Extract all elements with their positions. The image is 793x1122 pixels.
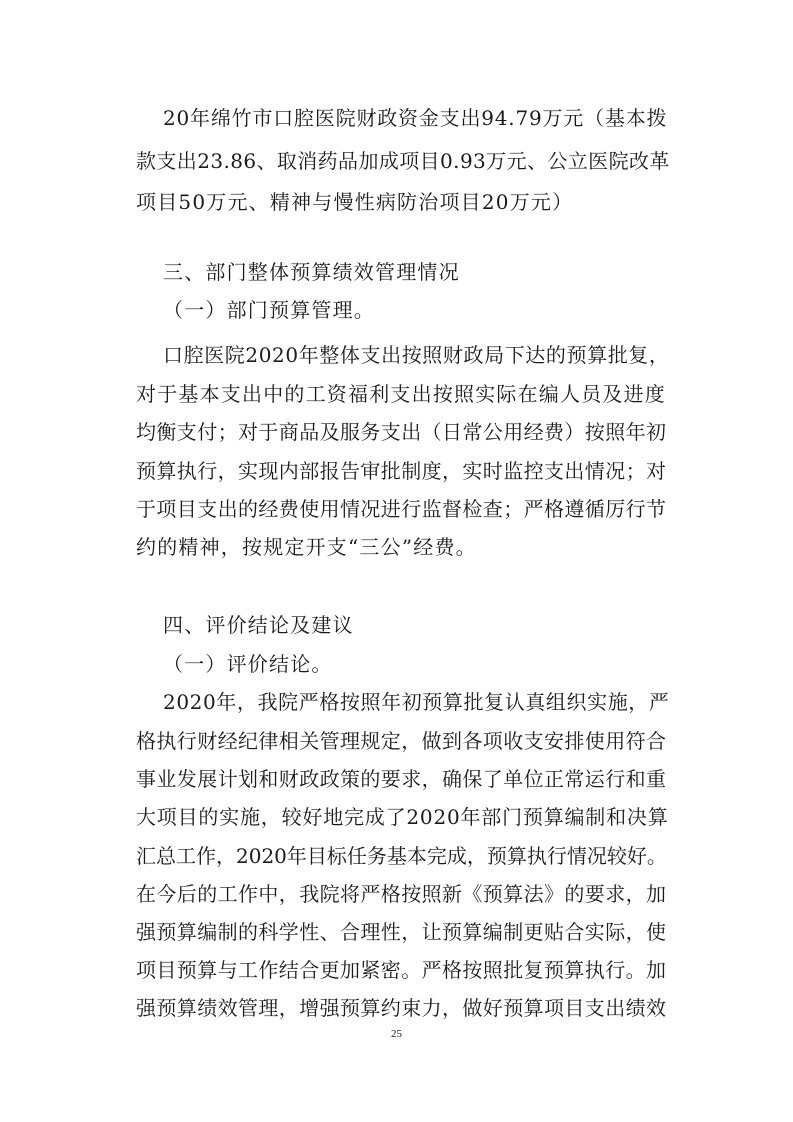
paragraph-line: 在今后的工作中，我院将严格按照新《预算法》的要求，加 — [136, 882, 667, 906]
paragraph-line: 项目50万元、精神与慢性病防治项目20万元） — [136, 190, 574, 214]
section-heading: 四、评价结论及建议 — [163, 613, 354, 637]
paragraph-line: 约的精神，按规定开支“三公”经费。 — [136, 535, 477, 559]
paragraph-line: 2020年，我院严格按照年初预算批复认真组织实施，严 — [163, 690, 670, 714]
paragraph-line: 于项目支出的经费使用情况进行监督检查；严格遵循厉行节 — [136, 497, 667, 521]
paragraph-line: 均衡支付；对于商品及服务支出（日常公用经费）按照年初 — [136, 420, 667, 444]
paragraph-line: 大项目的实施，较好地完成了2020年部门预算编制和决算 — [136, 805, 669, 829]
page-number: 25 — [391, 1028, 402, 1040]
paragraph-line: 对于基本支出中的工资福利支出按照实际在编人员及进度 — [136, 382, 666, 406]
section-subheading: （一）部门预算管理。 — [163, 298, 375, 322]
paragraph-line: 预算执行，实现内部报告审批制度，实时监控支出情况；对 — [136, 459, 667, 483]
section-heading: 三、部门整体预算绩效管理情况 — [163, 260, 460, 284]
section-subheading: （一）评价结论。 — [163, 652, 333, 676]
paragraph-line: 口腔医院2020年整体支出按照财政局下达的预算批复， — [163, 343, 670, 367]
paragraph-line: 项目预算与工作结合更加紧密。严格按照批复预算执行。加 — [136, 958, 667, 982]
paragraph-line: 格执行财经纪律相关管理规定，做到各项收支安排使用符合 — [136, 729, 667, 753]
paragraph-line: 强预算编制的科学性、合理性，让预算编制更贴合实际，使 — [136, 920, 667, 944]
paragraph-line: 款支出23.86、取消药品加成项目0.93万元、公立医院改革 — [136, 149, 670, 173]
paragraph-line: 汇总工作，2020年目标任务基本完成，预算执行情况较好。 — [136, 844, 667, 868]
paragraph-line: 事业发展计划和财政政策的要求，确保了单位正常运行和重 — [136, 767, 667, 791]
paragraph-line: 20年绵竹市口腔医院财政资金支出94.79万元（基本拨 — [163, 106, 668, 130]
paragraph-line: 强预算绩效管理，增强预算约束力，做好预算项目支出绩效 — [136, 996, 667, 1020]
